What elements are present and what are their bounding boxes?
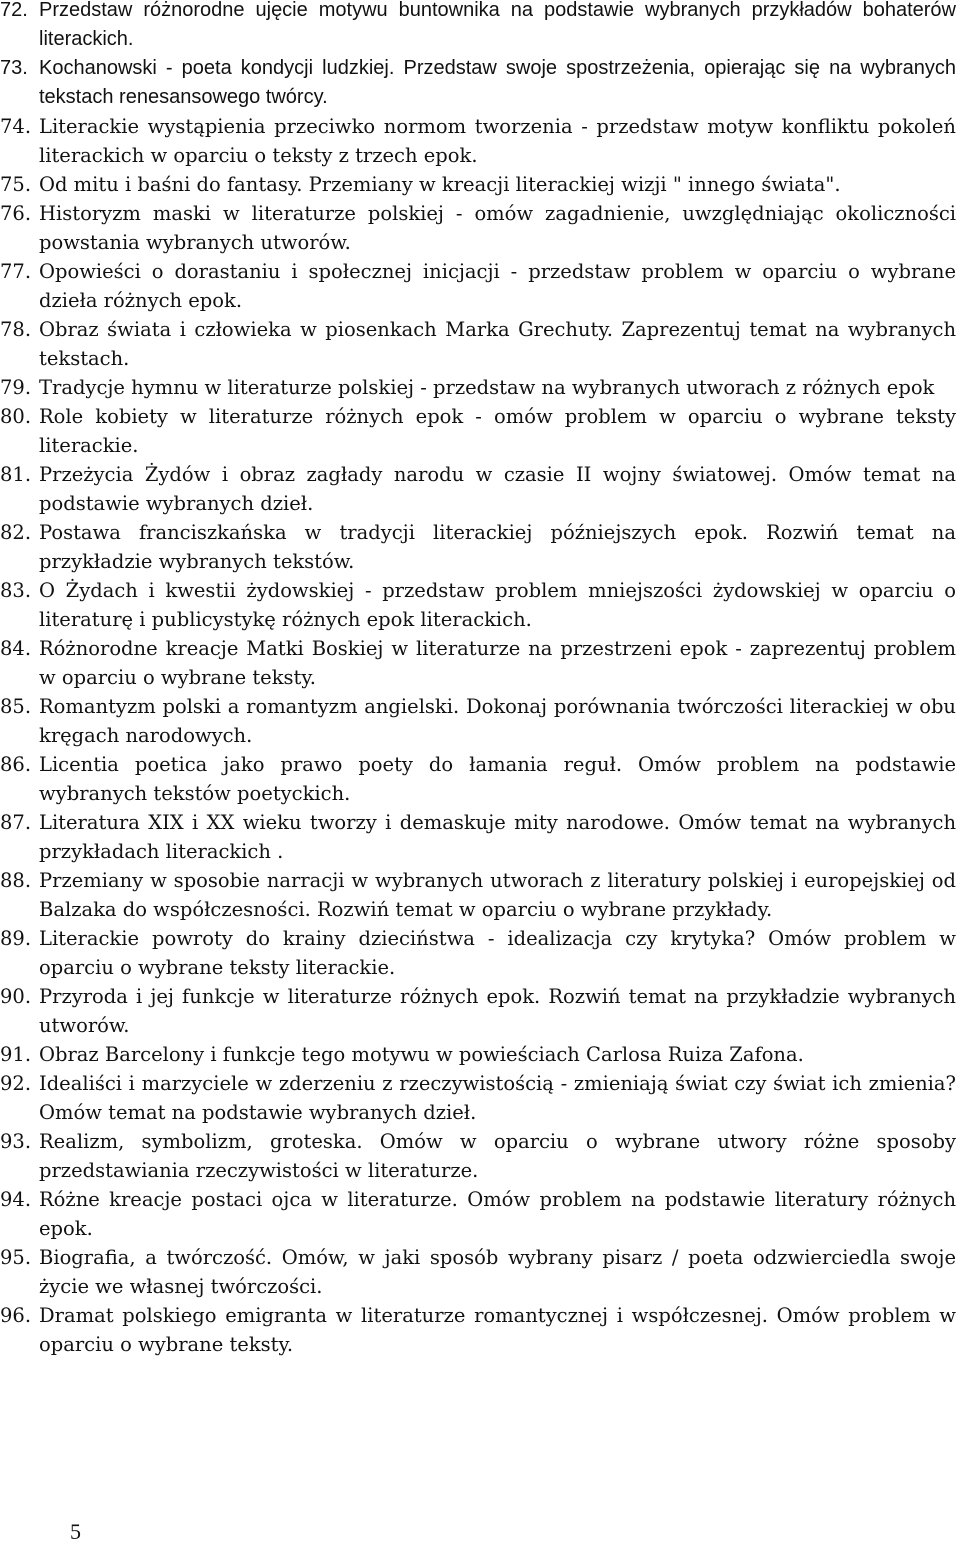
topic-number: 81. xyxy=(0,463,32,486)
topic-text: Realizm, symbolizm, groteska. Omów w oparciu o wybrane utwory różne sposoby przedstawiania rzeczywistości w literaturze. xyxy=(39,1130,956,1182)
topic-number: 76. xyxy=(0,202,32,225)
topic-item xyxy=(0,866,960,924)
topic-number: 91. xyxy=(0,1043,32,1066)
topic-number: 95. xyxy=(0,1246,32,1269)
topic-text: Tradycje hymnu w literaturze polskiej - przedstaw na wybranych utworach z różnych epok xyxy=(39,376,935,399)
topic-item xyxy=(0,692,960,750)
topic-item xyxy=(0,1243,960,1301)
topic-text: Licentia poetica jako prawo poety do łamania reguł. Omów problem na podstawie wybranych tekstów poetyckich. xyxy=(39,753,956,805)
topic-text: Historyzm maski w literaturze polskiej - omów zagadnienie, uwzględniając okoliczności powstania wybranych utworów. xyxy=(39,202,956,254)
topic-item xyxy=(0,808,960,866)
topic-item xyxy=(0,402,960,460)
topic-number: 77. xyxy=(0,260,32,283)
page-number: 5 xyxy=(70,1519,81,1544)
topic-text: Literackie powroty do krainy dzieciństwa - idealizacja czy krytyka? Omów problem w oparciu o wybrane teksty literackie. xyxy=(39,927,956,979)
topic-text: Idealiści i marzyciele w zderzeniu z rzeczywistością - zmieniają świat czy świat ich zmienia? Omów temat na podstawie wybranych dzieł. xyxy=(39,1072,956,1124)
topic-number: 96. xyxy=(0,1304,32,1327)
topic-text: Literatura XIX i XX wieku tworzy i demaskuje mity narodowe. Omów temat na wybranych przykładach literackich . xyxy=(39,811,956,863)
topic-item xyxy=(0,54,960,112)
topic-item xyxy=(0,257,960,315)
topic-number: 75. xyxy=(0,173,32,196)
topic-item xyxy=(0,576,960,634)
topic-text: Literackie wystąpienia przeciwko normom tworzenia - przedstaw motyw konfliktu pokoleń literackich w oparciu o teksty z trzech epok. xyxy=(39,115,956,167)
topic-text: Przemiany w sposobie narracji w wybranych utworach z literatury polskiej i europejskiej od Balzaka do współczesności. Rozwiń temat w oparciu o wybrane przykłady. xyxy=(39,869,956,921)
topic-text: Biografia, a twórczość. Omów, w jaki sposób wybrany pisarz / poeta odzwierciedla swoje życie we własnej twórczości. xyxy=(39,1246,956,1298)
topic-item xyxy=(0,112,960,170)
topic-number: 74. xyxy=(0,115,32,138)
topic-text: Postawa franciszkańska w tradycji literackiej późniejszych epok. Rozwiń temat na przykładzie wybranych tekstów. xyxy=(39,521,956,573)
topic-number: 86. xyxy=(0,753,32,776)
topic-number: 89. xyxy=(0,927,32,950)
topic-item xyxy=(0,1127,960,1185)
topic-number: 72. xyxy=(0,0,28,21)
topic-text: Dramat polskiego emigranta w literaturze romantycznej i współczesnej. Omów problem w oparciu o wybrane teksty. xyxy=(39,1304,956,1356)
topic-number: 84. xyxy=(0,637,32,660)
topic-text: O Żydach i kwestii żydowskiej - przedstaw problem mniejszości żydowskiej w oparciu o literaturę i publicystykę różnych epok literackich. xyxy=(39,579,956,631)
topic-number: 79. xyxy=(0,376,32,399)
topic-item xyxy=(0,750,960,808)
topic-text: Różnorodne kreacje Matki Boskiej w literaturze na przestrzeni epok - zaprezentuj problem w oparciu o wybrane teksty. xyxy=(39,637,956,689)
topic-number: 82. xyxy=(0,521,32,544)
topic-text: Od mitu i baśni do fantasy. Przemiany w kreacji literackiej wizji " innego świata". xyxy=(39,173,841,196)
topic-number: 85. xyxy=(0,695,32,718)
topic-number: 93. xyxy=(0,1130,32,1153)
topic-item xyxy=(0,373,960,402)
topic-number: 73. xyxy=(0,57,28,79)
topic-text: Obraz Barcelony i funkcje tego motywu w powieściach Carlosa Ruiza Zafona. xyxy=(39,1043,804,1066)
topic-text: Przedstaw różnorodne ujęcie motywu buntownika na podstawie wybranych przykładów bohaterów literackich. xyxy=(39,0,956,50)
topic-text: Role kobiety w literaturze różnych epok - omów problem w oparciu o wybrane teksty literackie. xyxy=(39,405,956,457)
topic-number: 90. xyxy=(0,985,32,1008)
topic-item xyxy=(0,0,960,54)
topic-item xyxy=(0,170,960,199)
topic-item xyxy=(0,1069,960,1127)
topic-item xyxy=(0,1185,960,1243)
topic-text: Opowieści o dorastaniu i społecznej inicjacji - przedstaw problem w oparciu o wybrane dzieła różnych epok. xyxy=(39,260,956,312)
topic-item xyxy=(0,518,960,576)
topic-number: 78. xyxy=(0,318,32,341)
topic-item xyxy=(0,199,960,257)
topic-item xyxy=(0,315,960,373)
topic-item xyxy=(0,460,960,518)
topic-item xyxy=(0,1301,960,1359)
topic-item xyxy=(0,1040,960,1069)
topic-text: Obraz świata i człowieka w piosenkach Marka Grechuty. Zaprezentuj temat na wybranych tekstach. xyxy=(39,318,956,370)
topic-text: Romantyzm polski a romantyzm angielski. Dokonaj porównania twórczości literackiej w obu kręgach narodowych. xyxy=(39,695,956,747)
topic-text: Przyroda i jej funkcje w literaturze różnych epok. Rozwiń temat na przykładzie wybranych utworów. xyxy=(39,985,956,1037)
topic-number: 88. xyxy=(0,869,32,892)
topic-text: Przeżycia Żydów i obraz zagłady narodu w czasie II wojny światowej. Omów temat na podstawie wybranych dzieł. xyxy=(39,463,956,515)
topic-item xyxy=(0,924,960,982)
topic-number: 92. xyxy=(0,1072,32,1095)
topic-item xyxy=(0,982,960,1040)
topic-number: 83. xyxy=(0,579,32,602)
topic-number: 94. xyxy=(0,1188,32,1211)
topic-text: Różne kreacje postaci ojca w literaturze. Omów problem na podstawie literatury różnych epok. xyxy=(39,1188,956,1240)
topic-text: Kochanowski - poeta kondycji ludzkiej. Przedstaw swoje spostrzeżenia, opierając się na wybranych tekstach renesansowego twórcy. xyxy=(39,57,956,108)
topic-number: 87. xyxy=(0,811,32,834)
topic-item xyxy=(0,634,960,692)
topic-number: 80. xyxy=(0,405,32,428)
